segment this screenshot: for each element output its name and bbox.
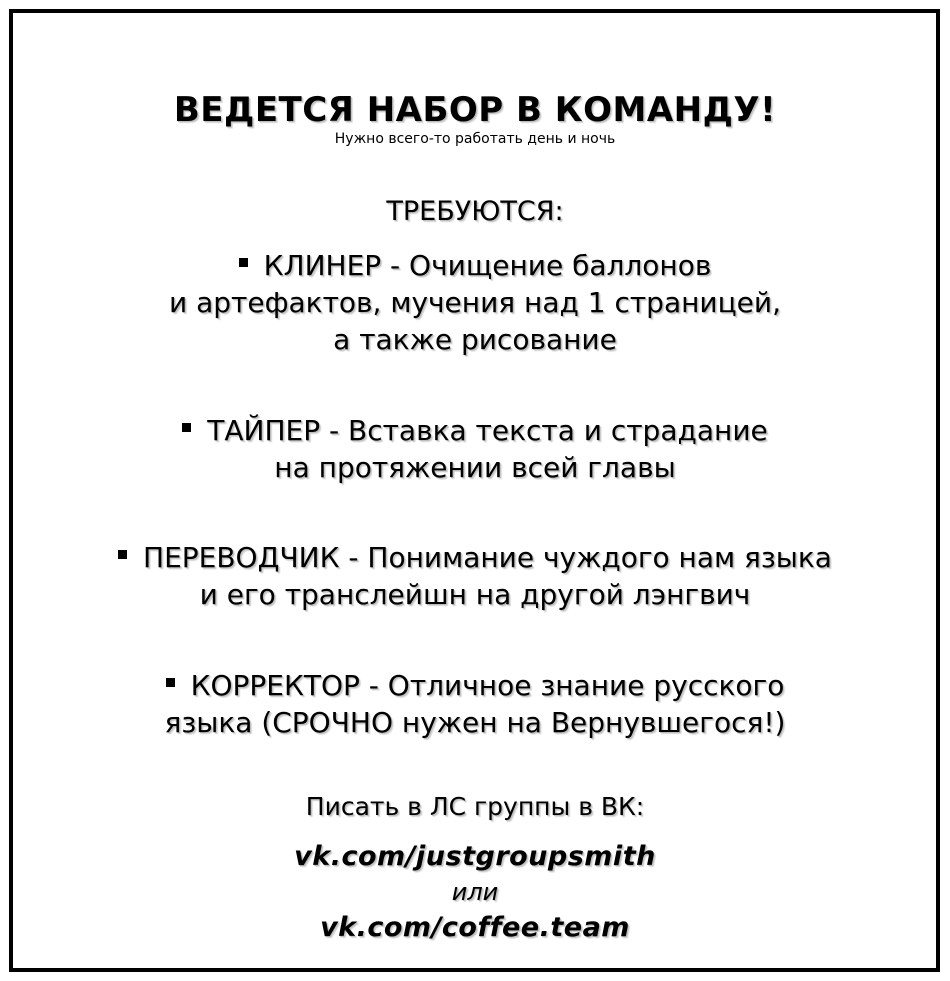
role-proofreader-desc1: - Отличное знание русского bbox=[359, 669, 785, 702]
contact-link-justgroupsmith[interactable]: vk.com/justgroupsmith bbox=[294, 841, 656, 872]
role-proofreader-title: КОРРЕКТОР bbox=[190, 669, 360, 702]
bullet-square-icon bbox=[182, 423, 191, 432]
role-typer-desc1: - Вставка текста и страдание bbox=[320, 414, 768, 447]
role-typer-title: ТАЙПЕР bbox=[207, 414, 321, 447]
role-cleaner-line1 bbox=[0, 247, 950, 284]
role-cleaner-desc1: - Очищение баллонов bbox=[381, 249, 712, 282]
role-translator-title: ПЕРЕВОДЧИК bbox=[143, 541, 340, 574]
role-proofreader-line1 bbox=[0, 667, 950, 704]
bullet-square-icon bbox=[118, 550, 127, 559]
contact-or: или bbox=[451, 878, 499, 906]
headline: ВЕДЕТСЯ НАБОР В КОМАНДУ! bbox=[173, 90, 777, 130]
role-typer-line1 bbox=[0, 412, 950, 449]
required-label: ТРЕБУЮТСЯ: bbox=[386, 196, 564, 227]
bullet-square-icon bbox=[166, 678, 175, 687]
subheadline: Нужно всего-то работать день и ночь bbox=[334, 131, 616, 147]
contact-link-coffee-team[interactable]: vk.com/coffee.team bbox=[320, 912, 630, 943]
role-cleaner-desc2: и артефактов, мучения над 1 страницей, bbox=[169, 286, 781, 319]
role-proofreader-desc2: языка (СРОЧНО нужен на Вернувшегося!) bbox=[164, 706, 786, 739]
contact-label: Писать в ЛС группы в ВК: bbox=[305, 792, 645, 821]
bullet-square-icon bbox=[239, 258, 248, 267]
role-typer-desc2: на протяжении всей главы bbox=[274, 451, 676, 484]
role-cleaner-desc3: а также рисование bbox=[333, 323, 617, 356]
role-translator-desc1: - Понимание чуждого нам языка bbox=[339, 541, 832, 574]
role-translator-line1 bbox=[0, 539, 950, 576]
role-cleaner-title: КЛИНЕР bbox=[263, 249, 382, 282]
poster-frame bbox=[9, 9, 940, 972]
role-translator-desc2: и его транслейшн на другой лэнгвич bbox=[199, 578, 751, 611]
